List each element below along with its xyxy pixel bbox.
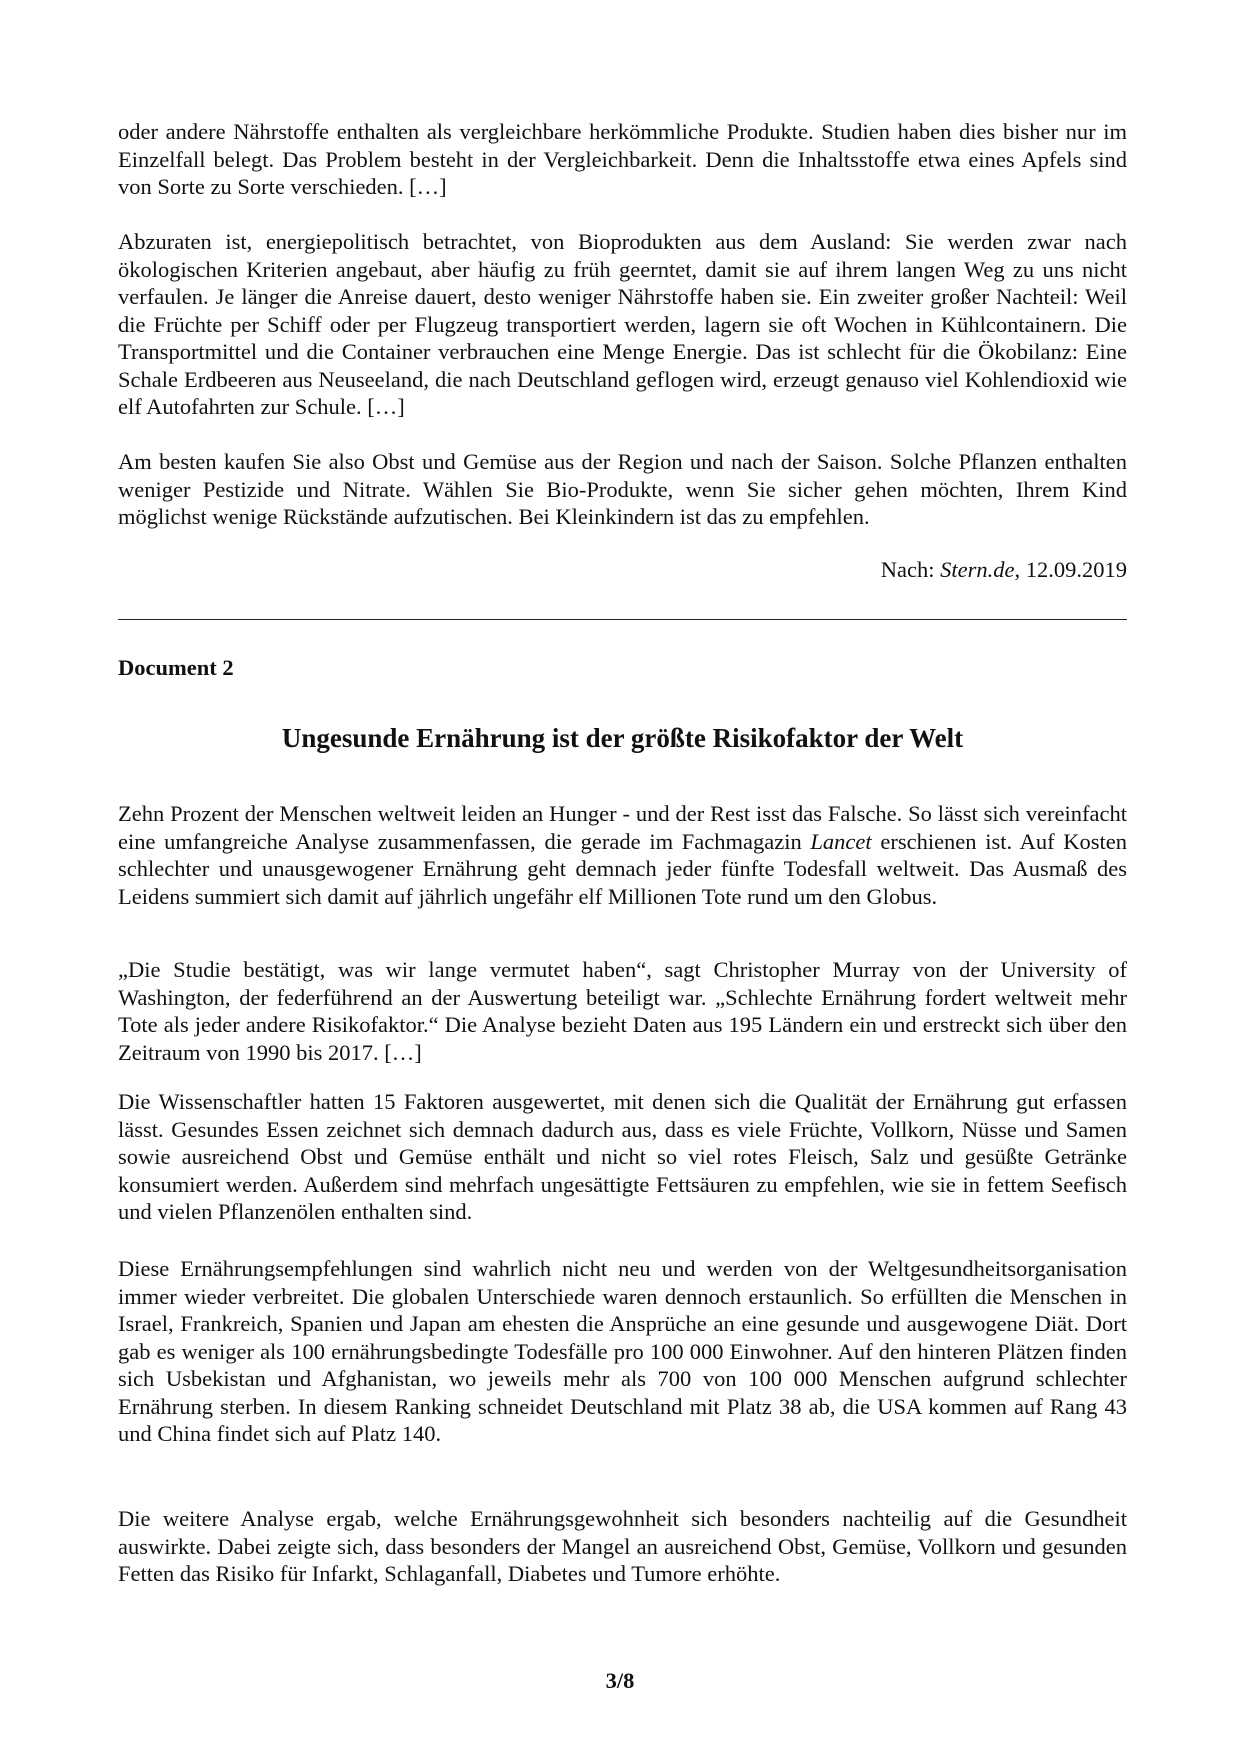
paragraph-text: Abzuraten ist, energiepolitisch betrachtet, von Bioprodukten aus dem Ausland: Sie werden zwar nach ökologischen Kriterien angebaut, aber häufig zu früh geerntet, damit sie auf ihrem langen Weg zu uns nicht verfaulen. Je länger die Anreise dauert, desto weniger Nährstoffe haben sie. Ein zweiter großer Nachteil: Weil die Früchte per Schiff oder per Flugzeug transportiert werden, lagern sie oft Wochen in Kühlcontainern. Die Transportmittel und die Container verbrauchen eine Menge Energie. Das ist schlecht für die Ökobilanz: Eine Schale Erdbeeren aus Neuseeland, die nach Deutschland geflogen wird, erzeugt genauso viel Kohlendioxid wie elf Autofahrten zur Schule. […] (118, 229, 1127, 419)
paragraph-text: Diese Ernährungsempfehlungen sind wahrlich nicht neu und werden von der Weltgesundheitsorganisation immer wieder verbreitet. Die globalen Unterschiede waren dennoch erstaunlich. So erfüllten die Menschen in Israel, Frankreich, Spanien und Japan am ehesten die Ansprüche an eine gesunde und ausgewogene Diät. Dort gab es weniger als 100 ernährungsbedingte Todesfälle pro 100 000 Einwohner. Auf den hinteren Plätzen finden sich Usbekistan und Afghanistan, wo jeweils mehr als 700 von 100 000 Menschen aufgrund schlechter Ernährung sterben. In diesem Ranking schneidet Deutschland mit Platz 38 ab, die USA kommen auf Rang 43 und China findet sich auf Platz 140. (118, 1256, 1127, 1446)
journal-name: Lancet (810, 828, 872, 854)
doc2-paragraph-2 (118, 956, 1127, 1066)
paragraph-text: oder andere Nährstoffe enthalten als vergleichbare herkömmliche Produkte. Studien haben dies bisher nur im Einzelfall belegt. Das Problem besteht in der Vergleichbarkeit. Denn die Inhaltsstoffe etwa eines Apfels sind von Sorte zu Sorte verschieden. […] (118, 119, 1127, 199)
doc2-paragraph-5 (118, 1505, 1127, 1588)
section-divider (118, 619, 1127, 620)
paragraph-text: Am besten kaufen Sie also Obst und Gemüse aus der Region und nach der Saison. Solche Pflanzen enthalten weniger Pestizide und Nitrate. Wählen Sie Bio-Produkte, wenn Sie sicher gehen möchten, Ihrem Kind möglichst wenige Rückstände aufzutischen. Bei Kleinkindern ist das zu empfehlen. (118, 449, 1127, 529)
doc1-paragraph-2 (118, 228, 1127, 421)
doc2-paragraph-3 (118, 1088, 1127, 1226)
paragraph-text (118, 800, 1127, 910)
paragraph-text: „Die Studie bestätigt, was wir lange vermutet haben“, sagt Christopher Murray von der University of Washington, der federführend an der Auswertung beteiligt war. „Schlechte Ernährung fordert weltweit mehr Tote als jeder andere Risikofaktor.“ Die Analyse bezieht Daten aus 195 Ländern ein und erstreckt sich über den Zeitraum von 1990 bis 2017. […] (118, 957, 1127, 1065)
doc2-paragraph-4 (118, 1255, 1127, 1448)
page-number: 3/8 (605, 1668, 635, 1693)
paragraph-text: Die Wissenschaftler hatten 15 Faktoren ausgewertet, mit denen sich die Qualität der Ernährung gut erfassen lässt. Gesundes Essen zeichnet sich demnach dadurch aus, dass es viele Früchte, Vollkorn, Nüsse und Samen sowie ausreichend Obst und Gemüse enthält und nicht so viel rotes Fleisch, Salz und gesüßte Getränke konsumiert werden. Außerdem sind mehrfach ungesättigte Fettsäuren zu empfehlen, wie sie in fettem Seefisch und vielen Pflanzenölen enthalten sind. (118, 1089, 1127, 1224)
article-title: Ungesunde Ernährung ist der größte Risikofaktor der Welt (281, 723, 964, 753)
doc2-paragraph-1 (118, 800, 1127, 910)
paragraph-text-start: Zehn Prozent der Menschen weltweit leiden an Hunger - und der Rest isst das Falsche. So lässt sich vereinfacht eine umfangreiche Analyse zusammenfassen, die gerade im Fachmagazin (118, 801, 1127, 854)
doc1-paragraph-3 (118, 448, 1127, 531)
paragraph-text-end: erschienen ist. Auf Kosten schlechter und unausgewogener Ernährung geht demnach jeder fünfte Todesfall weltweit. Das Ausmaß des Leidens summiert sich damit auf jährlich ungefähr elf Millionen Tote rund um den Globus. (118, 828, 1127, 909)
document-label: Document 2 (118, 655, 234, 680)
source-publication: Stern.de (940, 557, 1015, 582)
source-date: , 12.09.2019 (1014, 557, 1127, 582)
paragraph-text: Die weitere Analyse ergab, welche Ernährungsgewohnheit sich besonders nachteilig auf die Gesundheit auswirkte. Dabei zeigte sich, dass besonders der Mangel an ausreichend Obst, Gemüse, Vollkorn und gesunden Fetten das Risiko für Infarkt, Schlaganfall, Diabetes und Tumore erhöhte. (118, 1506, 1127, 1586)
source-prefix: Nach: (880, 557, 941, 582)
source-citation (881, 556, 1127, 584)
doc1-paragraph-1 (118, 118, 1127, 201)
